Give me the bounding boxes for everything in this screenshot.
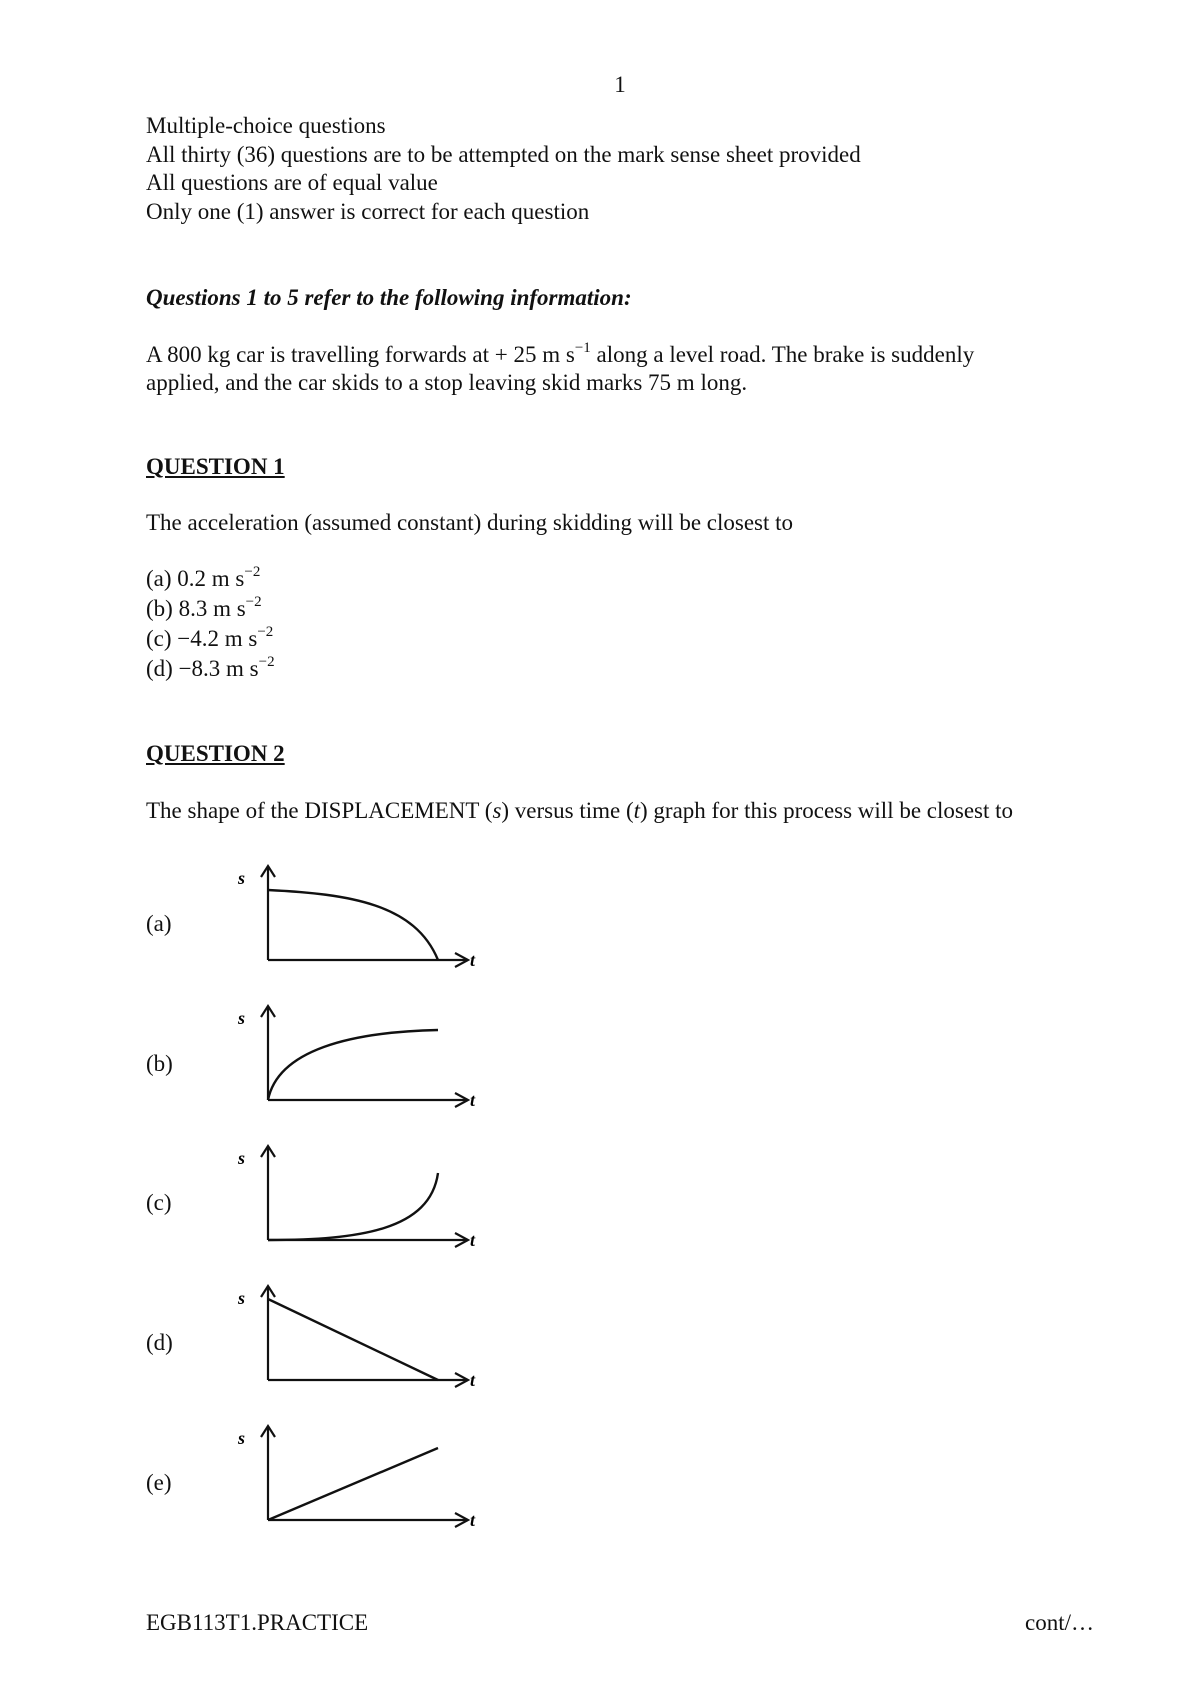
question-1-option-b[interactable]	[146, 594, 262, 624]
y-axis-label: s	[238, 1428, 246, 1448]
option-text: (b) 8.3 m s	[146, 596, 246, 621]
question-1-option-d[interactable]	[146, 654, 275, 684]
option-superscript: −2	[244, 564, 261, 581]
question-1-option-a[interactable]	[146, 564, 260, 594]
info-line-2: applied, and the car skids to a stop leaving skid marks 75 m long.	[146, 370, 748, 395]
stem-text: The shape of the DISPLACEMENT (	[146, 798, 493, 823]
stem-symbol-s: s	[492, 798, 502, 823]
graph-option-e[interactable]	[240, 1420, 490, 1530]
x-axis-label: t	[470, 1370, 476, 1390]
stem-text: ) versus time (	[501, 798, 634, 823]
curve-concave-up-increasing	[268, 1173, 438, 1240]
question-2-heading: QUESTION 2	[146, 741, 285, 766]
instruction-line: All thirty (36) questions are to be attempted on the mark sense sheet provided	[146, 141, 861, 167]
instruction-line: Only one (1) answer is correct for each question	[146, 198, 590, 224]
instructions	[146, 112, 861, 226]
stem-text: ) graph for this process will be closest to	[640, 798, 1014, 823]
question-2-option-d[interactable]: (d)	[146, 1330, 173, 1355]
question-1-option-c[interactable]	[146, 624, 273, 654]
graph-option-a[interactable]	[240, 860, 490, 970]
y-axis-label: s	[238, 868, 246, 888]
footer-code: EGB113T1.PRACTICE	[146, 1610, 369, 1635]
footer-continued: cont/…	[1025, 1610, 1094, 1635]
curve-concave-down-increasing	[268, 1030, 438, 1100]
line-increasing	[268, 1448, 438, 1520]
question-1-stem: The acceleration (assumed constant) during skidding will be closest to	[146, 510, 794, 535]
graph-option-b[interactable]	[240, 1000, 490, 1110]
question-2-option-e[interactable]: (e)	[146, 1470, 172, 1495]
info-line-1	[146, 341, 974, 369]
x-axis-label: t	[470, 950, 476, 970]
question-2-option-b[interactable]: (b)	[146, 1051, 173, 1076]
option-text: (a) 0.2 m s	[146, 566, 245, 591]
y-axis-label: s	[238, 1148, 246, 1168]
option-superscript: −2	[245, 594, 262, 611]
info-text: along a level road. The brake is suddenly	[590, 342, 975, 367]
line-decreasing	[268, 1299, 438, 1380]
question-1-heading: QUESTION 1	[146, 454, 285, 479]
stem-symbol-t: t	[633, 798, 640, 823]
graph-option-c[interactable]	[240, 1140, 490, 1250]
instruction-line: Multiple-choice questions	[146, 113, 386, 138]
option-text: (d) −8.3 m s	[146, 656, 259, 681]
x-axis-label: t	[470, 1230, 476, 1250]
info-superscript: −1	[574, 340, 591, 357]
x-axis-label: t	[470, 1510, 476, 1530]
option-text: (c) −4.2 m s	[146, 626, 258, 651]
graph-option-d[interactable]	[240, 1280, 490, 1390]
page-number: 1	[614, 72, 626, 97]
y-axis-label: s	[238, 1008, 246, 1028]
x-axis-label: t	[470, 1090, 476, 1110]
question-2-option-c[interactable]: (c)	[146, 1190, 172, 1215]
option-superscript: −2	[257, 624, 274, 641]
option-superscript: −2	[258, 654, 275, 671]
info-text: A 800 kg car is travelling forwards at + 25 m s	[146, 342, 575, 367]
question-2-stem	[146, 797, 1013, 825]
instruction-line: All questions are of equal value	[146, 170, 438, 195]
y-axis-label: s	[238, 1288, 246, 1308]
info-heading: Questions 1 to 5 refer to the following information:	[146, 285, 632, 310]
curve-concave-down-decreasing	[268, 890, 438, 960]
question-2-option-a[interactable]: (a)	[146, 911, 172, 936]
